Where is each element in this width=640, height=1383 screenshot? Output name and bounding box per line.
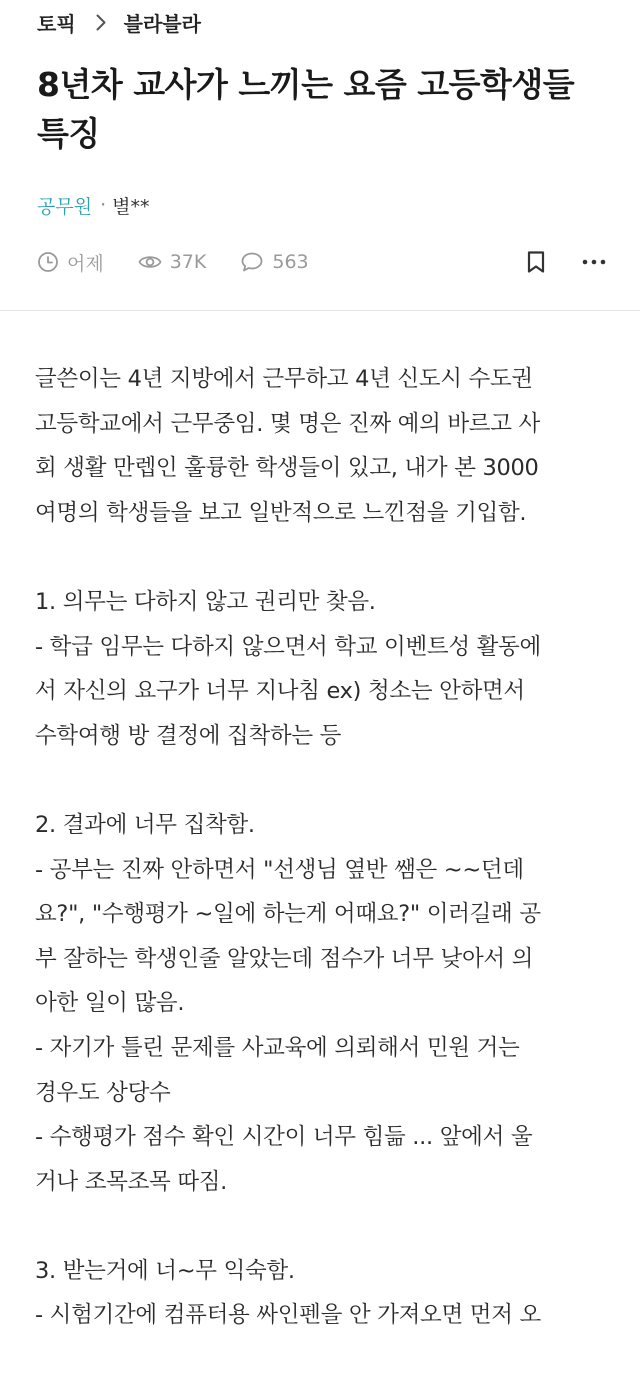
post-paragraph <box>35 357 615 535</box>
breadcrumb-topic-link[interactable]: 토픽 <box>37 11 76 36</box>
post-line: 거나 조목조목 따짐. <box>35 1168 228 1195</box>
comment-icon <box>240 251 264 273</box>
author-separator: · <box>100 194 107 216</box>
post-line: 부 잘하는 학생인줄 알았는데 점수가 너무 낮아서 의 <box>35 945 534 972</box>
post-comments-count: 563 <box>272 251 309 273</box>
post-line: 1. 의무는 다하지 않고 권리만 찾음. <box>35 588 376 615</box>
post-line: - 수행평가 점수 확인 시간이 너무 힘듦 ... 앞에서 울 <box>35 1124 533 1151</box>
eye-icon <box>138 251 162 273</box>
breadcrumb <box>37 6 201 38</box>
post-line: 2. 결과에 너무 집착함. <box>35 811 255 838</box>
post-title: 8년차 교사가 느끼는 요즘 고등학생들 특징 <box>37 65 575 153</box>
more-options-button[interactable] <box>576 244 612 280</box>
post-comments[interactable] <box>240 251 308 273</box>
more-icon <box>582 258 606 266</box>
post-line: 3. 받는거에 너~무 익숙함. <box>35 1257 295 1284</box>
post-time-label: 어제 <box>67 252 104 275</box>
breadcrumb-board-link[interactable]: 블라블라 <box>123 11 201 36</box>
post-line: - 공부는 진짜 안하면서 "선생님 옆반 쌤은 ~~던데 <box>35 856 524 883</box>
post-paragraph <box>35 1249 615 1338</box>
post-meta-row <box>37 243 612 281</box>
post-line: - 자기가 틀린 문제를 사교육에 의뢰해서 민원 거는 <box>35 1034 520 1061</box>
post-views-count: 37K <box>169 251 207 273</box>
author-company-link[interactable]: 공무원 <box>37 195 93 218</box>
post-line: 경우도 상당수 <box>35 1079 171 1106</box>
post-time <box>37 249 104 276</box>
post-paragraph <box>35 803 615 1204</box>
post-line: 요?", "수행평가 ~일에 하는게 어때요?" 이러길래 공 <box>35 901 541 928</box>
post-line: 회 생활 만렙인 훌륭한 학생들이 있고, 내가 본 3000 <box>35 455 539 482</box>
post-line: 여명의 학생들을 보고 일반적으로 느낀점을 기입함. <box>35 499 527 526</box>
post-line: 고등학교에서 근무중임. 몇 명은 진짜 예의 바르고 사 <box>35 410 540 437</box>
post-line: 아한 일이 많음. <box>35 990 185 1017</box>
author-nickname: 별** <box>112 195 150 218</box>
post-views <box>138 251 207 273</box>
post-paragraph <box>35 580 615 758</box>
bookmark-icon <box>526 250 546 274</box>
bookmark-button[interactable] <box>518 244 554 280</box>
clock-icon <box>37 251 59 273</box>
header-divider <box>0 310 640 311</box>
post-body <box>35 357 615 1383</box>
author-line <box>37 190 149 220</box>
post-line: 수학여행 방 결정에 집착하는 등 <box>35 722 342 749</box>
chevron-right-icon <box>96 14 106 31</box>
post-line: 서 자신의 요구가 너무 지나침 ex) 청소는 안하면서 <box>35 678 525 705</box>
post-line: - 학급 임무는 다하지 않으면서 학교 이벤트성 활동에 <box>35 633 541 660</box>
post-line: - 시험기간에 컴퓨터용 싸인펜을 안 가져오면 먼저 오 <box>35 1302 541 1329</box>
post-line: 글쓴이는 4년 지방에서 근무하고 4년 신도시 수도권 <box>35 366 533 392</box>
